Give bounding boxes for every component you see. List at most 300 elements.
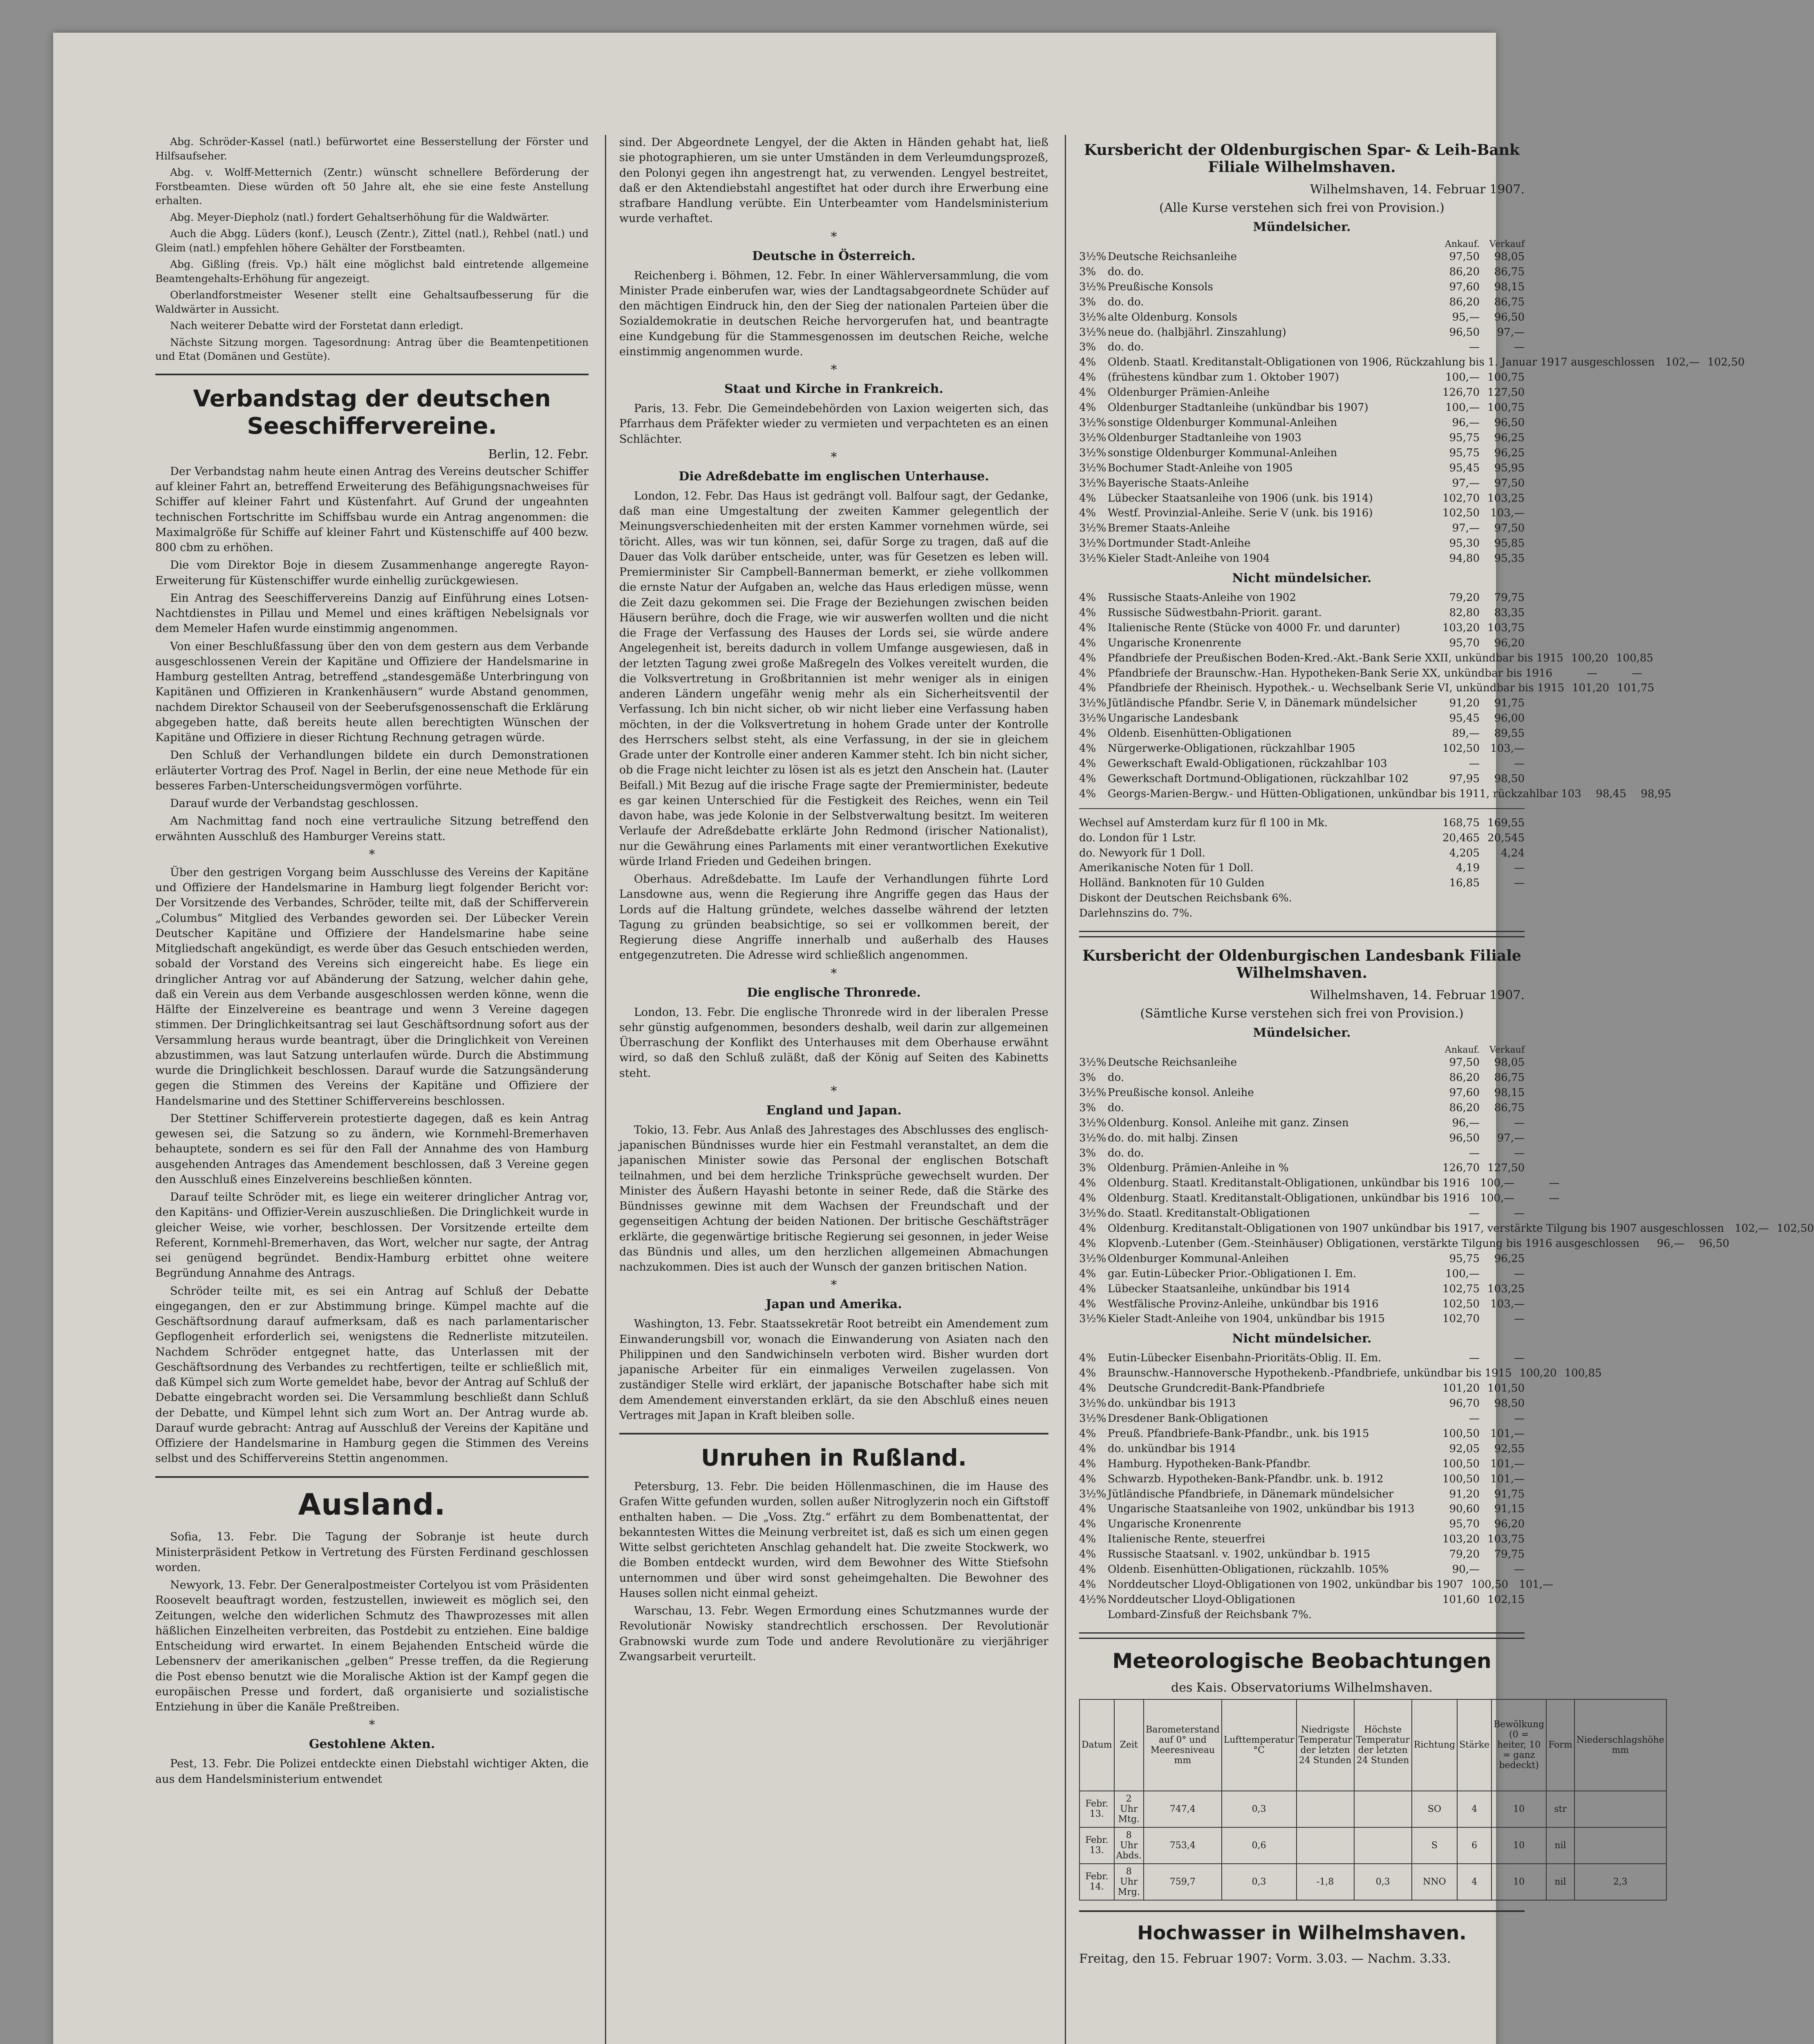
- weather-cell: 0,3: [1354, 1864, 1412, 1900]
- exchange-label: do. London für 1 Lstr.: [1079, 831, 1196, 844]
- sell-price: 98,50: [1494, 1397, 1525, 1410]
- interest-rate: 4%: [1079, 1457, 1096, 1470]
- sell-price: 103,75: [1487, 1533, 1525, 1546]
- sell-price: 100,85: [1616, 652, 1653, 664]
- buy-price: 101,20: [1442, 1382, 1480, 1395]
- paragraph: Sofia, 13. Febr. Die Tagung der Sobranje ist heute durch Ministerpräsident Petkow in Vertretung des Fürsten Ferdinand geschlossen worden.: [155, 1531, 589, 1574]
- buy-price: —: [1469, 1412, 1480, 1425]
- price-table: [1079, 1055, 1814, 1327]
- price-row: [1079, 1176, 1560, 1191]
- section-rule: [1079, 1632, 1525, 1639]
- security-name: (frühestens kündbar zum 1. Oktober 1907): [1108, 371, 1339, 384]
- buy-price: 168,75: [1442, 816, 1480, 829]
- sell-price: —: [1514, 1267, 1525, 1280]
- sell-price: [1480, 891, 1525, 906]
- sell-price: 91,15: [1494, 1503, 1525, 1515]
- price-report-title: Kursbericht der Oldenburgischen Landesbank Filiale Wilhelmshaven.: [1082, 947, 1521, 982]
- sell-price: 96,50: [1494, 416, 1525, 429]
- column-header: [1079, 1045, 1525, 1055]
- sell-price: 92,55: [1494, 1442, 1525, 1455]
- section-rule: [1079, 931, 1525, 937]
- security-name: Kieler Stadt-Anleihe von 1904: [1108, 552, 1270, 565]
- buy-price: 100,20: [1571, 652, 1608, 664]
- paragraph: Tokio, 13. Febr. Aus Anlaß des Jahrestages des Abschlusses des englisch-japanischen Bündnisses wurde hier ein Festmahl veranstaltet, an dem die japanischen Minister sowie das Personal der englischen Botschaft teilnahmen, und bei dem herzliche Trinksprüche gewechselt wurden. Der Minister des Äußern Hayashi betonte in seiner Rede, daß die Stärke des Bündnisses gewinne mit dem Wachsen der Freundschaft und der gegenseitigen Achtung der beiden Nationen. Der britische Geschäftsträger erklärte, die gegenwärtige britische Regierung sei gesonnen, in jeder Weise das Bündnis und alles, um den herzlichen allgemeinen Abmachungen nachzukommen. Dies ist auch der Wunsch der ganzen britischen Nation.: [619, 1123, 1048, 1273]
- buy-price: 97,60: [1449, 1086, 1480, 1099]
- separator-star: *: [831, 966, 837, 981]
- price-row: [1079, 1502, 1525, 1517]
- sell-price: 97,—: [1497, 326, 1525, 338]
- article-headline: Die englische Thronrede.: [747, 985, 921, 1000]
- interest-rate: 4%: [1079, 1237, 1096, 1250]
- section-headline: Ausland.: [298, 1487, 446, 1522]
- interest-rate: 4%: [1079, 606, 1096, 619]
- paragraph: Am Nachmittag fand noch eine vertrauliche Sitzung betreffend den erwähnten Ausschluß des Hamburger Vereins statt.: [155, 815, 589, 843]
- interest-rate: 3½%: [1079, 416, 1106, 429]
- buy-price: 96,—: [1657, 1237, 1684, 1250]
- price-row: [1079, 1366, 1602, 1381]
- security-name: Oldenburger Kommunal-Anleihen: [1108, 1252, 1289, 1265]
- buy-price: 102,—: [1665, 356, 1700, 369]
- security-name: Westfälische Provinz-Anleihe, unkündbar bis 1916: [1108, 1298, 1379, 1310]
- sell-price: 103,—: [1490, 742, 1525, 755]
- sell-price: 86,75: [1494, 265, 1525, 278]
- exchange-row: [1079, 876, 1525, 891]
- weather-cell: Febr. 14.: [1079, 1864, 1114, 1900]
- price-table: [1079, 249, 1745, 566]
- price-row: [1079, 1116, 1525, 1131]
- paragraph: Nach weiterer Debatte wird der Forstetat dann erledigt.: [170, 320, 464, 332]
- price-row: [1079, 1251, 1525, 1266]
- security-name: Oldenburger Prämien-Anleihe: [1108, 386, 1270, 399]
- security-name: Oldenb. Eisenhütten-Obligationen: [1108, 727, 1292, 740]
- interest-rate: 4%: [1079, 1298, 1096, 1310]
- security-name: Preuß. Pfandbriefe-Bank-Pfandbr., unk. bis 1915: [1108, 1427, 1369, 1440]
- interest-rate: 3½%: [1079, 1252, 1106, 1265]
- interest-rate: 4%: [1079, 1548, 1096, 1561]
- exchange-row: [1079, 861, 1525, 876]
- weather-header: Form: [1546, 1699, 1574, 1791]
- security-name: Bremer Staats-Anleihe: [1108, 522, 1230, 535]
- price-row: [1079, 295, 1525, 310]
- buy-price: 86,20: [1449, 296, 1480, 308]
- interest-rate: 3½%: [1079, 477, 1106, 489]
- weather-header: Stärke: [1457, 1699, 1492, 1791]
- security-name: do. Staatl. Kreditanstalt-Obligationen: [1108, 1207, 1310, 1220]
- interest-rate: 4%: [1079, 1177, 1096, 1190]
- security-name: Oldenburg. Staatl. Kreditanstalt-Obligationen, unkündbar bis 1916: [1108, 1177, 1470, 1190]
- sell-price: —: [1514, 1563, 1525, 1576]
- paragraph: Ein Antrag des Seeschiffervereins Danzig auf Einführung eines Lotsen-Nachtdienstes in Pillau und Memel und eines kräftigen Nebelsignals vor dem Memeler Hafen wurde einstimmig angenommen.: [155, 592, 589, 635]
- buy-price: 4,19: [1456, 862, 1480, 874]
- interest-rate: 3½%: [1079, 280, 1106, 293]
- security-name: Lombard-Zinsfuß der Reichsbank 7%.: [1108, 1608, 1312, 1621]
- buy-price: 95,75: [1449, 431, 1480, 444]
- interest-rate: 4%: [1079, 1282, 1096, 1295]
- category-heading: Nicht mündelsicher.: [1232, 1331, 1372, 1346]
- price-row: [1079, 1426, 1525, 1441]
- paragraph: Reichenberg i. Böhmen, 12. Febr. In einer Wählerversammlung, die vom Minister Prade einberufen war, wies der Landtagsabgeordnete Schüder auf den mächtigen Eindruck hin, den der Sieg der nationalen Parteien über die Sozialdemokratie in deutschen Reiche hervorgerufen hat, und beantragte eine Kundgebung für die Stammesgenossen im deutschen Reiche, welche einstimmig angenommen wurde.: [619, 269, 1048, 358]
- price-row: [1079, 446, 1525, 461]
- buy-price: 97,50: [1449, 1056, 1480, 1069]
- tide-times: Freitag, den 15. Februar 1907: Vorm. 3.03. — Nachm. 3.33.: [1079, 1951, 1451, 1966]
- weather-cell: [1574, 1791, 1666, 1827]
- paragraph: Darauf wurde der Verbandstag geschlossen.: [170, 797, 419, 810]
- security-name: Russische Staatsanl. v. 1902, unkündbar b. 1915: [1108, 1548, 1371, 1561]
- separator-star: *: [369, 1718, 375, 1732]
- security-name: Preußische Konsols: [1108, 280, 1213, 293]
- security-name: Bayerische Staats-Anleihe: [1108, 477, 1249, 489]
- weather-header: Niederschlagshöhe mm: [1574, 1699, 1666, 1791]
- security-name: Oldenb. Eisenhütten-Obligationen, rückzahlb. 105%: [1108, 1563, 1389, 1576]
- sell-price: 97,50: [1494, 522, 1525, 535]
- price-row: [1079, 461, 1525, 476]
- interest-rate: 4%: [1079, 1352, 1096, 1365]
- security-name: Ungarische Staatsanleihe von 1902, unkündbar bis 1913: [1108, 1503, 1415, 1515]
- interest-rate: 3½%: [1079, 326, 1106, 338]
- security-name: do. do.: [1108, 1147, 1144, 1159]
- sell-price: 86,75: [1494, 1101, 1525, 1114]
- price-row: [1079, 1311, 1525, 1327]
- price-row: [1079, 476, 1525, 491]
- buy-price: 94,80: [1449, 552, 1480, 565]
- interest-rate: 4%: [1079, 492, 1096, 504]
- sell-price: 103,—: [1490, 507, 1525, 520]
- sell-price: 101,75: [1617, 682, 1654, 695]
- price-row: [1079, 325, 1525, 340]
- paragraph: Abg. Meyer-Diepholz (natl.) fordert Gehaltserhöhung für die Waldwärter.: [170, 211, 549, 223]
- paragraph: Pest, 13. Febr. Die Polizei entdeckte einen Diebstahl wichtiger Akten, die aus dem Handelsministerium entwendet: [155, 1757, 589, 1786]
- interest-rate: 3%: [1079, 296, 1096, 308]
- weather-cell: 0,3: [1222, 1791, 1297, 1827]
- security-name: gar. Eutin-Lübecker Prior.-Obligationen I. Em.: [1108, 1267, 1357, 1280]
- security-name: do. do. mit halbj. Zinsen: [1108, 1132, 1238, 1144]
- price-row: [1079, 1381, 1525, 1396]
- interest-rate: 4%: [1079, 371, 1096, 384]
- buy-price: 82,80: [1449, 606, 1480, 619]
- paragraph: Von einer Beschlußfassung über den von dem gestern aus dem Verbande ausgeschlossenen Verein der Kapitäne und Offiziere der Handelsmarine in Hamburg gestellten Antrag, betreffend „standesgemäße Unterbringung von Kapitänen und Offizieren in Krankenhäusern“ wurde Abstand genommen, nachdem Direktor Schauseil von der Seeberufsgenossenschaft die Erklärung abgegeben hatte, daß bereits heute allen berechtigten Wünschen der Kapitäne und Offiziere in dieser Richtung Rechnung getragen würde.: [155, 640, 589, 744]
- interest-rate: 3½%: [1079, 1412, 1106, 1425]
- buy-price: —: [1469, 341, 1480, 354]
- buy-price: 89,—: [1452, 727, 1480, 740]
- exchange-table: [1079, 816, 1525, 921]
- interest-rate: 4%: [1079, 1427, 1096, 1440]
- exchange-label: Darlehnszins do. 7%.: [1079, 907, 1193, 920]
- security-name: Lübecker Staatsanleihe von 1906 (unk. bis 1914): [1108, 492, 1373, 504]
- security-name: Westf. Provinzial-Anleihe. Serie V (unk. bis 1916): [1108, 507, 1373, 520]
- price-row: [1079, 741, 1525, 756]
- price-row: [1079, 1592, 1525, 1607]
- security-name: Pfandbriefe der Rheinisch. Hypothek.- u. Wechselbank Serie VI, unkündbar bis 1915: [1108, 682, 1564, 695]
- weather-cell: [1354, 1791, 1412, 1827]
- exchange-row: [1079, 816, 1525, 831]
- buy-price: 95,45: [1449, 712, 1480, 725]
- paragraph: Washington, 13. Febr. Staatssekretär Root betreibt ein Amendement zum Einwanderungsbill vor, wonach die Einwanderung von Asiaten nach den Philippinen und den Sandwichinseln verboten wird. Bisher wurden dort japanische Arbeiter für ein einmaliges Verweilen zugelassen. Von zuständiger Stelle wird erklärt, der japanische Botschafter habe sich mit dem Amendement einverstanden erklärt, da sie den Abschluß eines neuen Vertrages mit Japan in Kraft bleiben solle.: [619, 1318, 1048, 1422]
- interest-rate: 3%: [1079, 1162, 1096, 1174]
- sell-price: 97,50: [1494, 477, 1525, 489]
- column-1: [155, 135, 589, 1789]
- buy-price: 95,75: [1449, 446, 1480, 459]
- price-row: [1079, 1487, 1525, 1502]
- security-name: Russische Südwestbahn-Priorit. garant.: [1108, 606, 1322, 619]
- interest-rate: 3½%: [1079, 1488, 1106, 1500]
- price-row: [1079, 370, 1525, 385]
- buy-price: —: [1469, 1147, 1480, 1159]
- security-name: Norddeutscher Lloyd-Obligationen: [1108, 1593, 1295, 1606]
- buy-price: 79,20: [1449, 1548, 1480, 1561]
- price-row: [1079, 491, 1525, 506]
- price-row: [1079, 430, 1525, 446]
- weather-cell: [1297, 1827, 1354, 1864]
- paragraph: Paris, 13. Febr. Die Gemeindebehörden von Laxion weigerten sich, das Pfarrhaus dem Präfekter wieder zu vermieten und verpachteten es an einen Schlächter.: [619, 402, 1048, 446]
- interest-rate: 3½%: [1079, 446, 1106, 459]
- sell-price: —: [1514, 341, 1525, 354]
- weather-header: Lufttemperatur °C: [1222, 1699, 1297, 1791]
- security-name: Oldenburger Stadtanleihe von 1903: [1108, 431, 1301, 444]
- security-name: Russische Staats-Anleihe von 1902: [1108, 592, 1296, 604]
- weather-cell: 6: [1457, 1827, 1492, 1864]
- sell-price: 96,20: [1494, 637, 1525, 649]
- price-row: [1079, 1146, 1525, 1161]
- security-name: Eutin-Lübecker Eisenbahn-Prioritäts-Oblig. II. Em.: [1108, 1352, 1382, 1365]
- header-buy: Ankauf.: [1444, 1045, 1480, 1056]
- sell-price: 96,25: [1494, 446, 1525, 459]
- sell-price: 91,75: [1494, 697, 1525, 710]
- section-rule: [619, 1433, 1048, 1434]
- weather-cell: 0,3: [1222, 1864, 1297, 1900]
- buy-price: 126,70: [1442, 1162, 1480, 1174]
- sell-price: —: [1514, 1412, 1525, 1425]
- dateline: Wilhelmshaven, 14. Februar 1907.: [1310, 182, 1525, 197]
- sell-price: 89,55: [1494, 727, 1525, 740]
- price-row: [1079, 1396, 1525, 1411]
- sell-price: 96,50: [1699, 1237, 1729, 1250]
- exchange-label: Amerikanische Noten für 1 Doll.: [1079, 862, 1254, 874]
- security-name: do. unkündbar bis 1914: [1108, 1442, 1236, 1455]
- buy-price: —: [1469, 1207, 1480, 1220]
- interest-rate: 3½%: [1079, 1397, 1106, 1410]
- sell-price: 127,50: [1487, 1162, 1525, 1174]
- sell-price: 102,50: [1707, 356, 1745, 369]
- header-sell: Verkauf: [1489, 239, 1525, 249]
- weather-cell: 8 Uhr Mrg.: [1114, 1864, 1144, 1900]
- interest-rate: 3½%: [1079, 522, 1106, 535]
- price-row: [1079, 1297, 1525, 1312]
- sell-price: 4,24: [1501, 847, 1525, 859]
- buy-price: 100,50: [1442, 1457, 1480, 1470]
- price-row: [1079, 1532, 1525, 1547]
- sell-price: 100,75: [1487, 401, 1525, 414]
- price-row: [1079, 1457, 1525, 1472]
- separator-star: *: [831, 363, 837, 377]
- header-buy: Ankauf.: [1444, 239, 1480, 249]
- interest-rate: 3%: [1079, 341, 1096, 354]
- sell-price: 101,—: [1490, 1457, 1525, 1470]
- buy-price: 97,50: [1449, 251, 1480, 263]
- interest-rate: 4%: [1079, 1533, 1096, 1546]
- security-name: do. do.: [1108, 296, 1144, 308]
- paragraph: Newyork, 13. Febr. Der Generalpostmeister Cortelyou ist vom Präsidenten Roosevelt beauftragt worden, festzustellen, inwieweit es möglich sei, den Zeitungen, welche den widerlichen Schmutz des Thawprozesses mit allen häßlichen Einzelheiten verbreiten, das Postdebit zu entziehen. Eine baldige Entscheidung wird erwartet. In einem Bejahenden Entscheid würde die Lebensnerv der amerikanischen „gelben“ Presse treffen, da die Regierung die Post ebenso benutzt wie die Moralische Aktion ist der Kampf gegen die europäischen Presse und fordert, daß organisierte und sozialistische Entziehung in über die Kanäle Preßtreiben.: [155, 1579, 589, 1714]
- interest-rate: 4%: [1079, 1518, 1096, 1531]
- interest-rate: 3%: [1079, 1071, 1096, 1084]
- price-row: [1079, 1070, 1525, 1085]
- paragraph: Petersburg, 13. Febr. Die beiden Höllenmaschinen, die im Hause des Grafen Witte gefunden wurden, sollen außer Nitroglyzerin noch ein Giftstoff enthalten haben. — Die „Voss. Ztg.“ erfährt zu dem Bombenattentat, der bekanntesten Wittes die Meinung verbreitet ist, daß es sich um einen gegen Witte selbst gerichteten Anschlag gehandelt hat. Die zweite Stockwerk, wo die Bomben entdeckt wurden, wird dem Bewohner des Witte Stiefsohn unternommen und über wird sonst geheimgehalten. Die Bewohner des Hauses sollen nicht einmal geheizt.: [619, 1480, 1048, 1600]
- column-2: [619, 135, 1048, 1667]
- security-name: Oldenb. Staatl. Kreditanstalt-Obligationen von 1906, Rückzahlung bis 1. Januar 1917 ausgeschlossen: [1108, 356, 1655, 369]
- buy-price: 86,20: [1449, 265, 1480, 278]
- buy-price: 103,20: [1442, 621, 1480, 634]
- interest-rate: 3½%: [1079, 1132, 1106, 1144]
- price-row: [1079, 651, 1653, 666]
- sell-price: —: [1549, 1177, 1560, 1190]
- weather-header: Bewölkung (0 = heiter, 10 = ganz bedeckt): [1492, 1699, 1546, 1791]
- interest-rate: 3½%: [1079, 712, 1106, 725]
- buy-price: 97,—: [1452, 522, 1480, 535]
- sell-price: 96,50: [1494, 311, 1525, 323]
- price-row: [1079, 536, 1525, 551]
- security-name: Deutsche Grundcredit-Bank-Pfandbriefe: [1108, 1382, 1325, 1395]
- interest-rate: 4%: [1079, 772, 1096, 785]
- buy-price: 100,—: [1445, 401, 1480, 414]
- buy-price: 95,70: [1449, 637, 1480, 649]
- paragraph: Auch die Abgg. Lüders (konf.), Leusch (Zentr.), Zittel (natl.), Rehbel (natl.) und Gleim (natl.) empfehlen höhere Gehälter der Forstbeamten.: [155, 228, 589, 254]
- price-row: [1079, 1161, 1525, 1176]
- price-row: [1079, 1562, 1525, 1577]
- price-row: [1079, 1441, 1525, 1457]
- buy-price: 79,20: [1449, 592, 1480, 604]
- sell-price: 98,50: [1494, 772, 1525, 785]
- interest-rate: 3½%: [1079, 537, 1106, 550]
- section-rule: [155, 1476, 589, 1478]
- exchange-label: Diskont der Deutschen Reichsbank 6%.: [1079, 892, 1292, 905]
- buy-price: 100,50: [1442, 1472, 1480, 1485]
- sell-price: 20,545: [1487, 831, 1525, 844]
- sell-price: 86,75: [1494, 1071, 1525, 1084]
- weather-header: Niedrigste Temperatur der letzten 24 Stunden: [1297, 1699, 1354, 1791]
- exchange-row: [1079, 831, 1525, 846]
- sell-price: [1480, 1607, 1525, 1623]
- price-row: [1079, 1547, 1525, 1562]
- section-rule: [1079, 1910, 1525, 1912]
- header-sell: Verkauf: [1489, 1045, 1525, 1056]
- buy-price: 95,30: [1449, 537, 1480, 550]
- article-headline: Die Adreßdebatte im englischen Unterhause.: [679, 469, 989, 484]
- exchange-row: [1079, 906, 1525, 921]
- buy-price: 4,205: [1449, 847, 1480, 859]
- buy-price: 100,—: [1445, 371, 1480, 384]
- interest-rate: 3½%: [1079, 552, 1106, 565]
- price-table: [1079, 1351, 1602, 1622]
- interest-rate: 3%: [1079, 1101, 1096, 1114]
- price-row: [1079, 340, 1525, 355]
- security-name: Ungarische Kronenrente: [1108, 637, 1241, 649]
- security-name: Gewerkschaft Dortmund-Obligationen, rückzahlbar 102: [1108, 772, 1409, 785]
- price-row: [1079, 1472, 1525, 1487]
- buy-price: 91,20: [1449, 697, 1480, 710]
- weather-headline: Meteorologische Beobachtungen: [1112, 1649, 1492, 1673]
- security-name: Pfandbriefe der Preußischen Boden-Kred.-Akt.-Bank Serie XXII, unkündbar bis 1915: [1108, 652, 1563, 664]
- weather-row: [1079, 1864, 1666, 1900]
- sell-price: —: [1632, 667, 1643, 679]
- sell-price: —: [1514, 877, 1525, 890]
- interest-rate: 4%: [1079, 667, 1096, 679]
- price-row: [1079, 681, 1654, 696]
- interest-rate: 4½%: [1079, 1593, 1106, 1606]
- security-name: Dortmunder Stadt-Anleihe: [1108, 537, 1251, 550]
- price-row: [1079, 711, 1525, 726]
- paragraph: London, 13. Febr. Die englische Thronrede wird in der liberalen Presse sehr günstig aufgenommen, besonders deshalb, weil darin zur allgemeinen Überraschung der Konflikt des Unterhauses mit dem Oberhause erwähnt wird, so daß den Schluß zuläßt, daß der König auf Seiten des Kabinetts steht.: [619, 1006, 1048, 1080]
- sell-price: —: [1514, 758, 1525, 770]
- separator-star: *: [831, 1278, 837, 1293]
- interest-rate: 4%: [1079, 386, 1096, 399]
- interest-rate: 4%: [1079, 356, 1096, 369]
- interest-rate: 4%: [1079, 1267, 1096, 1280]
- weather-cell: 4: [1457, 1791, 1492, 1827]
- sell-price: —: [1514, 862, 1525, 874]
- sell-price: 103,25: [1487, 492, 1525, 504]
- separator-star: *: [831, 1084, 837, 1098]
- separator-star: *: [831, 229, 837, 244]
- interest-rate: 3½%: [1079, 462, 1106, 474]
- sell-price: 83,35: [1494, 606, 1525, 619]
- security-name: Gewerkschaft Ewald-Obligationen, rückzahlbar 103: [1108, 758, 1387, 770]
- exchange-row: [1079, 846, 1525, 861]
- paragraph: Der Stettiner Schifferverein protestierte dagegen, daß es kein Antrag gewesen sei, die Satzung so zu ändern, wie Kornmehl-Bremerhaven behauptete, sondern es sei für den Fall der Annahme des von Hamburg ausgehenden Antrages das Amendement beschlossen, daß 3 Vereine gegen den Ausschluß eines Einzelvereins beschließen könnten.: [155, 1112, 589, 1186]
- paragraph: Der Verbandstag nahm heute einen Antrag des Vereins deutscher Schiffer auf kleiner Fahrt an, betreffend Erweiterung des Befähigungsnachweises für Schiffer auf kleiner Fahrt und Küstenfahrt. Auf Grund der ungeahnten technischen Fortschritte im Schiffsbau wurde ein Antrag angenommen: die Maximalgröße für Schiffe auf kleiner Fahrt und Küstenschiffe auf 400 bezw. 800 cbm zu erhöhen.: [155, 465, 589, 554]
- weather-header: Höchste Temperatur der letzten 24 Stunden: [1354, 1699, 1412, 1791]
- interest-rate: 4%: [1079, 742, 1096, 755]
- weather-cell: 753,4: [1144, 1827, 1222, 1864]
- price-row: [1079, 726, 1525, 741]
- weather-row: [1079, 1791, 1666, 1827]
- interest-rate: 3½%: [1079, 311, 1106, 323]
- price-row: [1079, 756, 1525, 771]
- security-name: Schwarzb. Hypotheken-Bank-Pfandbr. unk. b. 1912: [1108, 1472, 1384, 1485]
- buy-price: 95,45: [1449, 462, 1480, 474]
- sell-price: 79,75: [1494, 592, 1525, 604]
- security-name: do. do.: [1108, 341, 1144, 354]
- price-row: [1079, 1191, 1560, 1206]
- dateline: Berlin, 12. Febr.: [488, 447, 589, 462]
- buy-price: 97,—: [1452, 477, 1480, 489]
- sell-price: 100,85: [1564, 1367, 1602, 1380]
- price-note: (Alle Kurse verstehen sich frei von Provision.): [1159, 201, 1444, 215]
- sell-price: 91,75: [1494, 1488, 1525, 1500]
- buy-price: 96,50: [1449, 326, 1480, 338]
- price-row: [1079, 1607, 1525, 1623]
- price-row: [1079, 1266, 1525, 1282]
- sell-price: 96,20: [1494, 1518, 1525, 1531]
- weather-cell: SO: [1412, 1791, 1457, 1827]
- weather-cell: -1,8: [1297, 1864, 1354, 1900]
- buy-price: 90,—: [1452, 1563, 1480, 1576]
- price-row: [1079, 506, 1525, 521]
- price-row: [1079, 1131, 1525, 1146]
- security-name: Deutsche Reichsanleihe: [1108, 1056, 1237, 1069]
- article-headline: Verbandstag der deutschen Seeschiffervereine.: [193, 385, 551, 439]
- buy-price: 20,465: [1442, 831, 1480, 844]
- weather-cell: [1354, 1827, 1412, 1864]
- sell-price: 103,—: [1490, 1298, 1525, 1310]
- interest-rate: 3%: [1079, 265, 1096, 278]
- interest-rate: 3½%: [1079, 251, 1106, 263]
- category-heading: Mündelsicher.: [1253, 1026, 1351, 1040]
- security-name: Norddeutscher Lloyd-Obligationen von 1902, unkündbar bis 1907: [1108, 1578, 1464, 1591]
- sell-price: 102,15: [1487, 1593, 1525, 1606]
- security-name: Kieler Stadt-Anleihe von 1904, unkündbar bis 1915: [1108, 1313, 1385, 1325]
- sell-price: 98,15: [1494, 280, 1525, 293]
- sell-price: —: [1549, 1192, 1560, 1205]
- column-divider: [1065, 135, 1066, 2044]
